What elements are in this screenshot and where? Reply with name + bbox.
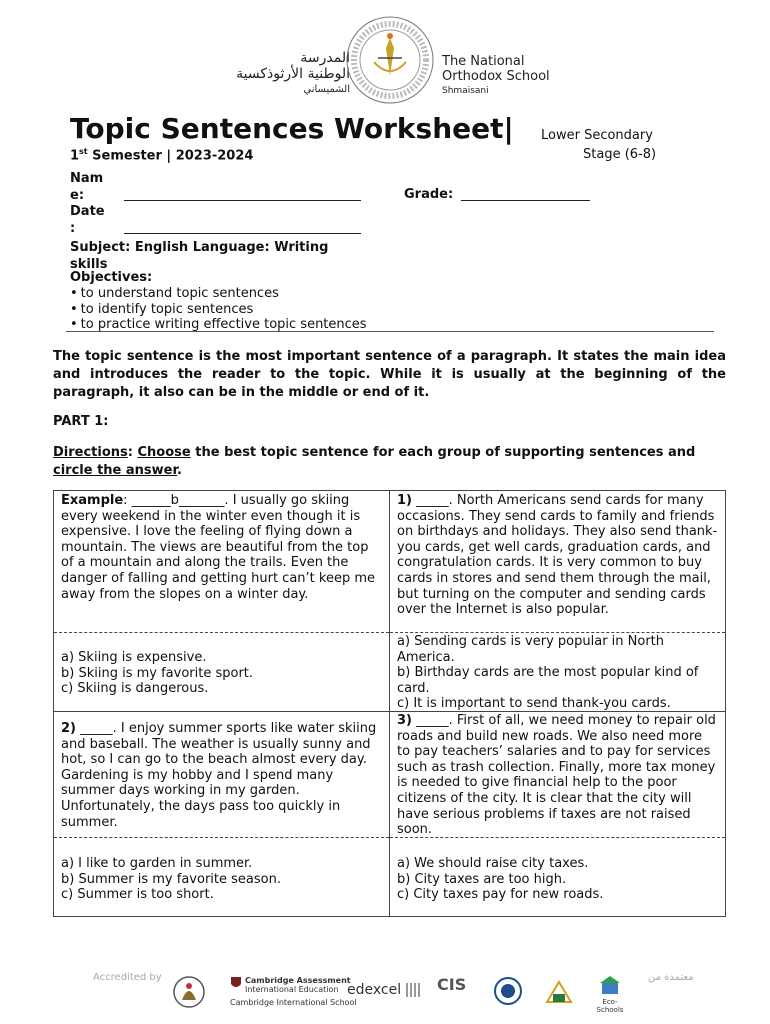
example-option-c[interactable]: c) Skiing is dangerous. [61, 681, 209, 697]
q1-options [397, 634, 719, 712]
objective-item: • to understand topic sentences [70, 286, 367, 302]
subject-line2: skills [70, 257, 108, 272]
q2-options [61, 856, 281, 903]
q1-dashed-divider [390, 632, 725, 633]
worksheet-title [70, 112, 514, 145]
date-label [70, 203, 105, 237]
example-options [61, 650, 253, 697]
q3-option-c[interactable]: c) City taxes pay for new roads. [397, 887, 604, 903]
q2-option-c[interactable]: c) Summer is too short. [61, 887, 214, 903]
edexcel-mark-icon [406, 983, 420, 997]
semester-label [70, 147, 253, 163]
school-ar-line3: الشميساني [303, 84, 350, 95]
directions-circle: circle the answer [53, 463, 178, 478]
q2-label: 2) [61, 721, 76, 736]
directions-period: . [177, 463, 182, 478]
header-divider [66, 331, 714, 332]
table-column-divider [389, 490, 390, 917]
intro-paragraph: The topic sentence is the most important sentence of a paragraph. It states the main idea and introduces the reader to the topic. While it is usually at the beginning of the paragraph, it also can be in the middle or end of it. [53, 349, 726, 400]
example-text: : ______b_______. I usually go skiing every weekend in the winter even though it is expensive. I love the feeling of flying down a mountain. The views are beautiful from the top of a mountain and along the trails. Even the danger of falling and getting hurt can’t keep me away from the slopes on a winter day. [61, 493, 375, 602]
cambridge-line3: Cambridge International School [230, 998, 357, 1007]
cambridge-logo [230, 976, 357, 1007]
name-label-line1: Nam [70, 171, 104, 186]
level-label: Lower Secondary [541, 128, 653, 143]
q2-option-a[interactable]: a) I like to garden in summer. [61, 856, 253, 871]
accredited-by-arabic: معتمدة من [648, 972, 694, 983]
q2-option-b[interactable]: b) Summer is my favorite season. [61, 871, 281, 887]
school-ar-line2: الوطنية الأرثوذكسية [236, 66, 350, 82]
grade-field[interactable] [461, 200, 590, 201]
q1-passage [397, 493, 719, 618]
school-name-english [442, 54, 550, 99]
cambridge-line1: Cambridge Assessment [245, 976, 351, 985]
example-option-b[interactable]: b) Skiing is my favorite sport. [61, 665, 254, 681]
directions-colon: : [127, 445, 138, 460]
ministry-emblem-icon [172, 974, 206, 1010]
date-label-line1: Date [70, 204, 105, 219]
q3-option-b[interactable]: b) City taxes are too high. [397, 871, 567, 887]
q1-label: 1) [397, 493, 412, 508]
directions-choose: Choose [137, 445, 191, 460]
objectives-label: Objectives: [70, 270, 153, 285]
directions-text: the best topic sentence for each group of supporting sentences and [190, 445, 696, 460]
accredited-by-label: Accredited by [93, 972, 162, 983]
ib-logo-icon [493, 976, 523, 1006]
school-name-arabic [225, 50, 350, 98]
name-label-line2: e: [70, 188, 85, 203]
example-dashed-divider [54, 632, 389, 633]
semester-number: 1 [70, 148, 80, 164]
directions-label: Directions [53, 445, 128, 460]
q2-text: _____. I enjoy summer sports like water skiing and baseball. The weather is usually sunny and hot, so I can go to the beach almost every day. Gardening is my hobby and I spend many summer days working in my garden. Unfortunately, the days pass too quickly in summer. [61, 721, 377, 830]
objective-item: • to identify topic sentences [70, 302, 367, 318]
q1-option-b[interactable]: b) Birthday cards are the most popular kind of card. [397, 665, 699, 696]
eco-schools-text: Eco-Schools [596, 998, 624, 1014]
edexcel-text: edexcel [347, 982, 402, 998]
quality-award-icon [543, 976, 575, 1006]
cambridge-line2: International Education [245, 985, 339, 994]
objective-item: • to practice writing effective topic sentences [70, 317, 367, 333]
q3-label: 3) [397, 713, 412, 728]
cis-logo [437, 975, 466, 994]
school-ar-line1: المدرسة [300, 50, 350, 66]
q3-text: _____. First of all, we need money to repair old roads and build new roads. We also need more to pay teachers’ salaries and to pay for services such as trash collection. Finally, more tax money is needed to give financial help to the poor citizens of the city. It is clear that the city will have serious problems if taxes are not raised soon. [397, 713, 716, 838]
q1-text: _____. North Americans send cards for many occasions. They send cards to family and friends on birthdays and holidays. They also send thank-you cards, get well cards, graduation cards, and congratulation cards. It is very common to buy cards in stores and send them through the mail, but turning on the computer and sending cards over the Internet is also popular. [397, 493, 718, 618]
date-field[interactable] [124, 233, 361, 234]
directions [53, 444, 726, 480]
school-en-line3: Shmaisani [442, 86, 489, 96]
title-separator: | [503, 112, 514, 145]
subject-label [70, 239, 328, 273]
q3-option-a[interactable]: a) We should raise city taxes. [397, 856, 589, 871]
row-divider-left [54, 711, 389, 712]
example-passage [61, 493, 383, 602]
q2-dashed-divider [54, 837, 389, 838]
q2-passage [61, 721, 383, 830]
eco-schools-logo [590, 976, 630, 1014]
example-label: Example [61, 493, 124, 508]
example-option-a[interactable]: a) Skiing is expensive. [61, 650, 207, 665]
semester-suffix: st [79, 147, 88, 156]
school-crest-logo [344, 14, 436, 106]
part1-heading: PART 1: [53, 414, 109, 429]
q1-option-a[interactable]: a) Sending cards is very popular in North America. [397, 634, 665, 665]
name-label [70, 170, 103, 204]
objectives-list [70, 286, 367, 333]
q3-passage [397, 713, 719, 838]
edexcel-logo [347, 982, 420, 998]
eco-schools-icon [599, 976, 621, 996]
name-field[interactable] [124, 200, 361, 201]
school-en-line1: The National [442, 54, 525, 69]
title-text: Topic Sentences Worksheet [70, 112, 504, 145]
q3-options [397, 856, 603, 903]
school-en-line2: Orthodox School [442, 69, 550, 84]
grade-label: Grade: [404, 187, 454, 202]
cis-text: CIS [437, 975, 467, 994]
semester-year: Semester | 2023-2024 [87, 148, 254, 164]
q1-option-c[interactable]: c) It is important to send thank-you cards. [397, 696, 671, 712]
subject-line1: Subject: English Language: Writing [70, 240, 329, 255]
stage-label: Stage (6-8) [583, 147, 657, 162]
cambridge-shield-icon [230, 976, 242, 990]
date-label-line2: : [70, 221, 76, 236]
